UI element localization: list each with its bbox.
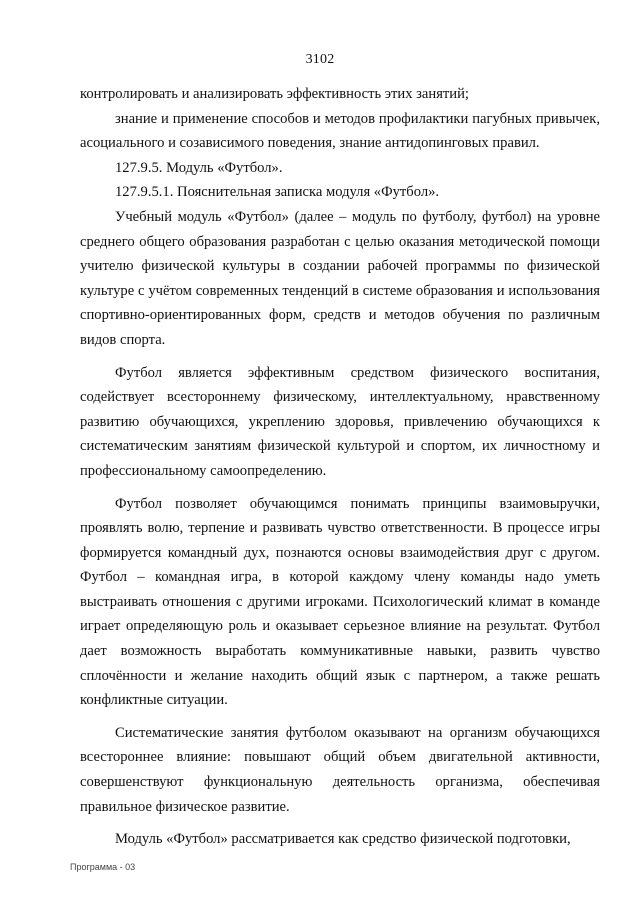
section-heading-module: 127.9.5. Модуль «Футбол». — [115, 159, 283, 176]
page-number: 3102 — [305, 52, 335, 67]
paragraph-module-intro: Учебный модуль «Футбол» (далее – модуль по футболу, футбол) на уровне среднего общего образования разработан с целью оказания методической помощи учителю физической культуры в создании рабочей программы по физической культуре с учётом современных тенденций в системе образования и использования спортивно-ориентированных форм, средств и методов обучения по различным видов спорта. — [80, 208, 600, 348]
paragraph-knowledge: знание и применение способов и методов профилактики пагубных привычек, асоциального и созависимого поведения, знание антидопинговых правил. — [80, 110, 600, 152]
document-body — [80, 82, 600, 852]
paragraph-football-teamwork: Футбол позволяет обучающимся понимать принципы взаимовыручки, проявлять волю, терпение и развивать чувство ответственности. В процессе игры формируется командный дух, познаются основы взаимодействия друг с другом. Футбол – командная игра, в которой каждому члену команды надо уметь выстраивать отношения с другими игроками. Психологический климат в команде играет определяющую роль и оказывает серьезное влияние на результат. Футбол дает возможность выработать коммуникативные навыки, развить чувство сплочённости и желание находить общий язык с партнером, а также решать конфликтные ситуации. — [80, 495, 600, 709]
paragraph-football-effective: Футбол является эффективным средством физического воспитания, содействует всестороннему физическому, интеллектуальному, нравственному развитию обучающихся, укреплению здоровья, привлечению обучающихся к систематическим занятиям физической культурой и спортом, их личностному и профессиональному самоопределению. — [80, 364, 600, 479]
paragraph-continuation: контролировать и анализировать эффективность этих занятий; — [80, 86, 469, 102]
page-footer: Программа - 03 — [70, 862, 136, 872]
paragraph-module-considered: Модуль «Футбол» рассматривается как средство физической подготовки, — [115, 831, 571, 848]
paragraph-systematic-training: Систематические занятия футболом оказывают на организм обучающихся всестороннее влияние: повышают общий объем двигательной активности, совершенствуют функциональную деятельность организма, обеспечивая правильное физическое развитие. — [80, 724, 600, 815]
section-heading-explanatory-note: 127.9.5.1. Пояснительная записка модуля «Футбол». — [115, 184, 440, 201]
